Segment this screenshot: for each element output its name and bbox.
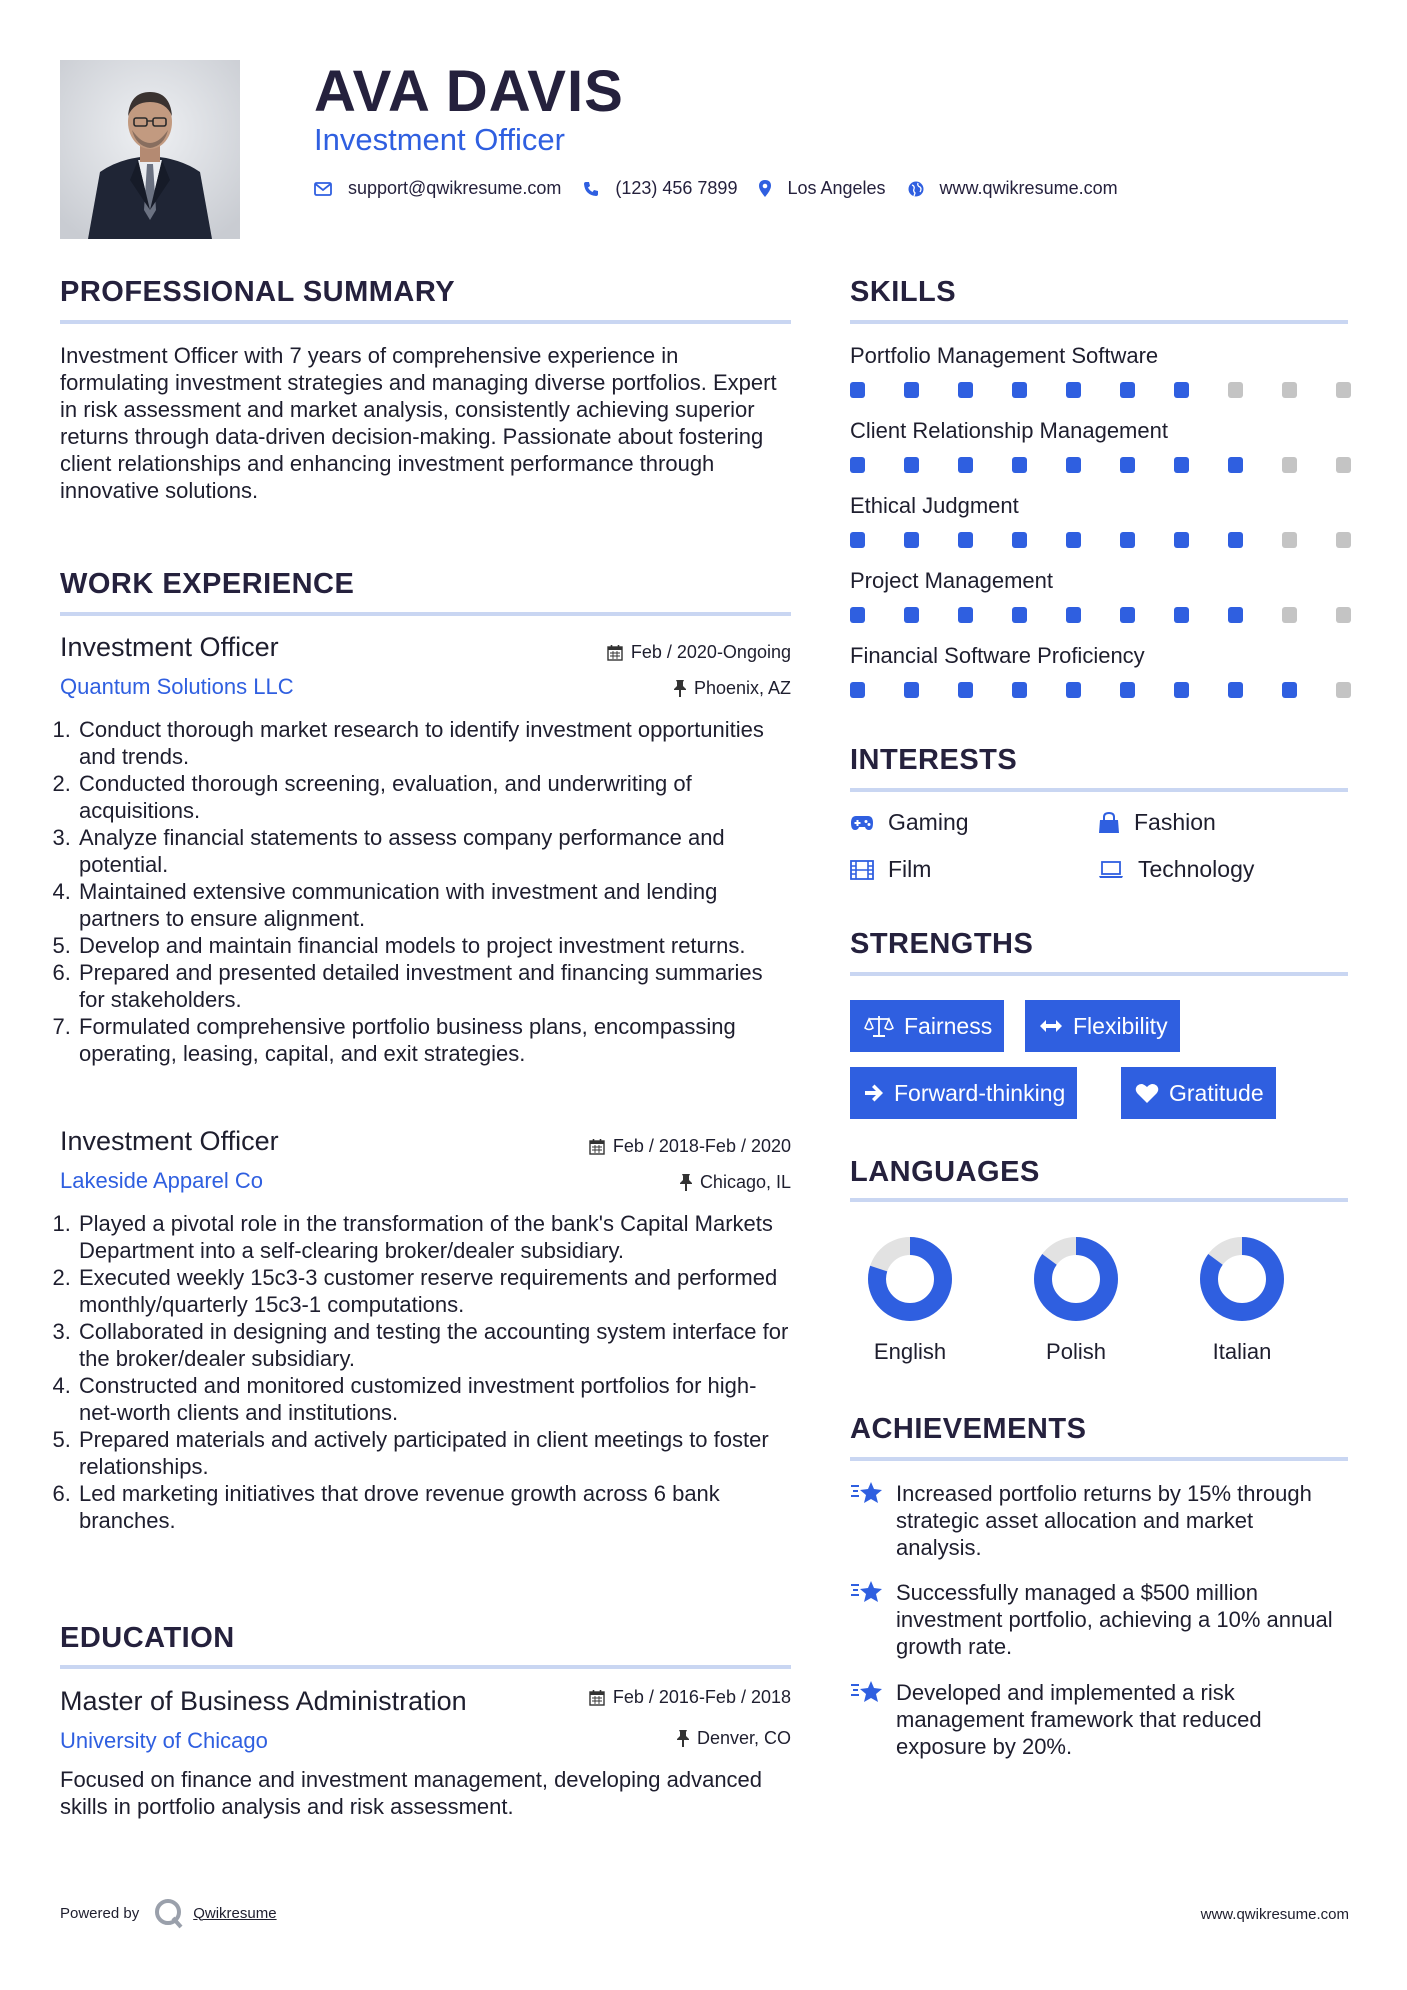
job-2-duty: 3. Collaborated in designing and testing the accounting system interface for the broker/dealer subsidiary. xyxy=(77,1318,791,1372)
footer-powered-by xyxy=(60,1896,277,1930)
candidate-name: AVA DAVIS xyxy=(314,59,624,124)
education-description: Focused on finance and investment management, developing advanced skills in portfolio analysis and risk assessment. xyxy=(60,1767,763,1819)
education-rule xyxy=(60,1665,791,1669)
skill-name: Financial Software Proficiency xyxy=(850,643,1145,668)
interest-label: Technology xyxy=(1138,856,1255,882)
education-heading: EDUCATION xyxy=(60,1622,235,1654)
job-1-company: Quantum Solutions LLC xyxy=(60,674,294,699)
contact-phone-text: (123) 456 7899 xyxy=(615,178,738,198)
strength-fairness xyxy=(850,1000,1004,1052)
heart-icon xyxy=(1135,1083,1159,1104)
experience-rule xyxy=(60,612,791,616)
interest-film xyxy=(850,856,931,883)
envelope-icon xyxy=(314,182,332,196)
skill-dot-filled xyxy=(904,382,919,398)
skill-rating xyxy=(850,457,1351,473)
language-italian xyxy=(1182,1236,1302,1365)
job-1-duties xyxy=(60,716,791,1067)
language-label: Polish xyxy=(1046,1339,1106,1364)
interest-label: Film xyxy=(888,856,932,882)
skill-dot-filled xyxy=(850,382,865,398)
achievement-text: Successfully managed a $500 million investment portfolio, achieving a 10% annual growth rate. xyxy=(896,1580,1333,1659)
skill-name: Client Relationship Management xyxy=(850,418,1168,443)
footer-website[interactable]: www.qwikresume.com xyxy=(1200,1906,1349,1923)
pushpin-icon xyxy=(677,1730,689,1747)
skill-dot-empty xyxy=(1282,382,1297,398)
skill-dot-filled xyxy=(958,607,973,623)
summary-text: Investment Officer with 7 years of comprehensive experience in formulating investment strategies and managing diverse portfolios. Expert in risk assessment and market analysis, consistently achieving superior returns through data-driven decision-making. Passionate about fostering client relationships and enhancing investment performance through innovative solutions. xyxy=(60,343,777,503)
phone-icon xyxy=(583,181,599,197)
strength-forward-thinking xyxy=(850,1067,1077,1119)
strength-label: Forward-thinking xyxy=(894,1079,1066,1106)
strength-gratitude xyxy=(1121,1067,1276,1119)
job-1-location xyxy=(674,678,791,699)
skill-dot-filled xyxy=(1174,382,1189,398)
shopping-bag-icon xyxy=(1098,812,1120,834)
skill-dot-filled xyxy=(1228,682,1243,698)
skill-dot-filled xyxy=(850,532,865,548)
skill-dot-empty xyxy=(1282,607,1297,623)
job-1-dates xyxy=(607,642,791,663)
skill-dot-empty xyxy=(1336,682,1351,698)
skill-dot-filled xyxy=(958,532,973,548)
skill-dot-empty xyxy=(1282,457,1297,473)
skill-dot-empty xyxy=(1282,532,1297,548)
job-1-duty: 7. Formulated comprehensive portfolio business plans, encompassing operating, leasing, capital, and exit strategies. xyxy=(77,1013,791,1067)
skill-dot-filled xyxy=(1174,682,1189,698)
skill-dot-filled xyxy=(1174,607,1189,623)
skill-dot-filled xyxy=(1120,607,1135,623)
skill-dot-filled xyxy=(904,457,919,473)
brand-link[interactable]: Qwikresume xyxy=(193,1904,277,1922)
interest-label: Fashion xyxy=(1134,809,1216,835)
calendar-icon xyxy=(589,1689,605,1706)
skill-dot-filled xyxy=(1174,532,1189,548)
interest-technology xyxy=(1098,856,1254,883)
skill-dot-filled xyxy=(850,607,865,623)
achievement-item xyxy=(850,1679,1340,1760)
shooting-star-icon xyxy=(850,1579,884,1605)
contact-location-text: Los Angeles xyxy=(787,178,886,198)
achievements-rule xyxy=(850,1457,1348,1461)
interest-gaming xyxy=(850,809,969,836)
contact-website-text: www.qwikresume.com xyxy=(939,178,1118,198)
strengths-heading: STRENGTHS xyxy=(850,928,1034,960)
education-dates-text: Feb / 2016-Feb / 2018 xyxy=(612,1687,791,1707)
skill-rating xyxy=(850,532,1351,548)
skill-dot-filled xyxy=(958,682,973,698)
skill-dot-filled xyxy=(904,607,919,623)
pushpin-icon xyxy=(674,680,686,697)
experience-heading: WORK EXPERIENCE xyxy=(60,568,355,600)
pushpin-icon xyxy=(680,1174,692,1191)
skill-dot-filled xyxy=(958,382,973,398)
strengths-rule xyxy=(850,972,1348,976)
achievement-text: Developed and implemented a risk management framework that reduced exposure by 20%. xyxy=(896,1680,1262,1759)
calendar-icon xyxy=(607,644,623,661)
powered-by-text: Powered by xyxy=(60,1904,140,1922)
skill-dot-filled xyxy=(1012,457,1027,473)
calendar-icon xyxy=(589,1138,605,1155)
languages-rule xyxy=(850,1198,1348,1202)
contact-location xyxy=(759,178,885,199)
achievement-item xyxy=(850,1480,1340,1561)
skill-name: Project Management xyxy=(850,568,1053,593)
skill-dot-filled xyxy=(1012,607,1027,623)
skill-dot-filled xyxy=(1120,532,1135,548)
skill-dot-filled xyxy=(1282,682,1297,698)
job-2-company: Lakeside Apparel Co xyxy=(60,1168,264,1193)
job-1-duty: 4. Maintained extensive communication with investment and lending partners to ensure alignment. xyxy=(77,878,791,932)
skill-dot-filled xyxy=(1066,457,1081,473)
arrows-horizontal-icon xyxy=(1039,1019,1063,1033)
strength-label: Fairness xyxy=(904,1012,993,1039)
skill-dot-filled xyxy=(904,682,919,698)
skill-dot-filled xyxy=(1066,382,1081,398)
shooting-star-icon xyxy=(850,1480,884,1506)
job-2-location xyxy=(680,1172,791,1193)
achievement-text: Increased portfolio returns by 15% through strategic asset allocation and market analysis. xyxy=(896,1481,1312,1560)
language-label: Italian xyxy=(1212,1339,1272,1364)
language-polish xyxy=(1016,1236,1136,1365)
skill-dot-filled xyxy=(904,532,919,548)
profile-photo xyxy=(60,60,240,239)
skill-dot-filled xyxy=(850,682,865,698)
language-english xyxy=(850,1236,970,1365)
language-label: English xyxy=(873,1339,947,1364)
skill-dot-filled xyxy=(1066,532,1081,548)
job-1-dates-text: Feb / 2020-Ongoing xyxy=(630,642,791,662)
balance-scale-icon xyxy=(864,1015,894,1037)
skills-rule xyxy=(850,320,1348,324)
map-pin-icon xyxy=(759,180,771,197)
job-2-location-text: Chicago, IL xyxy=(699,1172,791,1192)
candidate-role: Investment Officer xyxy=(314,122,565,157)
language-donut xyxy=(1033,1236,1119,1322)
languages-heading: LANGUAGES xyxy=(850,1156,1040,1188)
education-dates xyxy=(589,1687,791,1708)
education-location-text: Denver, CO xyxy=(696,1728,791,1748)
job-2-duty: 1. Played a pivotal role in the transformation of the bank's Capital Markets Department into a self-clearing broker/dealer subsidiary. xyxy=(77,1210,791,1264)
contact-website[interactable] xyxy=(908,178,1118,199)
skill-dot-filled xyxy=(1174,457,1189,473)
skill-dot-filled xyxy=(1228,532,1243,548)
skill-dot-empty xyxy=(1336,382,1351,398)
qwikresume-logo-icon xyxy=(151,1896,187,1930)
skill-dot-empty xyxy=(1336,457,1351,473)
summary-rule xyxy=(60,320,791,324)
skill-name: Ethical Judgment xyxy=(850,493,1019,518)
job-2-dates-text: Feb / 2018-Feb / 2020 xyxy=(612,1136,791,1156)
interests-heading: INTERESTS xyxy=(850,744,1018,776)
skill-name: Portfolio Management Software xyxy=(850,343,1159,368)
job-1-duty: 6. Prepared and presented detailed investment and financing summaries for stakeholders. xyxy=(77,959,791,1013)
skill-rating xyxy=(850,607,1351,623)
skill-dot-filled xyxy=(958,457,973,473)
skill-dot-filled xyxy=(1066,682,1081,698)
job-1-duty: 1. Conduct thorough market research to identify investment opportunities and trends. xyxy=(77,716,791,770)
language-donut xyxy=(1199,1236,1285,1322)
job-2-duty: 2. Executed weekly 15c3-3 customer reserve requirements and performed monthly/quarterly 15c3-1 computations. xyxy=(77,1264,791,1318)
skill-dot-filled xyxy=(1066,607,1081,623)
education-school: University of Chicago xyxy=(60,1728,268,1753)
interest-label: Gaming xyxy=(888,809,969,835)
summary-heading: PROFESSIONAL SUMMARY xyxy=(60,276,456,308)
skill-dot-empty xyxy=(1228,382,1243,398)
interest-fashion xyxy=(1098,809,1216,836)
skill-dot-filled xyxy=(1228,457,1243,473)
job-2-duty: 4. Constructed and monitored customized investment portfolios for high-net-worth clients and institutions. xyxy=(77,1372,791,1426)
contact-phone[interactable] xyxy=(583,178,737,199)
skill-dot-filled xyxy=(1012,532,1027,548)
job-1-location-text: Phoenix, AZ xyxy=(693,678,791,698)
job-2-duty: 5. Prepared materials and actively participated in client meetings to foster relationships. xyxy=(77,1426,791,1480)
laptop-icon xyxy=(1098,861,1124,879)
skill-dot-filled xyxy=(1012,682,1027,698)
skill-dot-filled xyxy=(1120,682,1135,698)
interests-rule xyxy=(850,788,1348,792)
job-1-duty: 2. Conducted thorough screening, evaluation, and underwriting of acquisitions. xyxy=(77,770,791,824)
skill-rating xyxy=(850,682,1351,698)
skills-heading: SKILLS xyxy=(850,276,957,308)
shooting-star-icon xyxy=(850,1679,884,1705)
film-icon xyxy=(850,860,874,880)
arrow-right-icon xyxy=(864,1084,884,1102)
job-2-duties xyxy=(60,1210,791,1534)
skill-dot-filled xyxy=(850,457,865,473)
skill-dot-empty xyxy=(1336,532,1351,548)
job-2-duty: 6. Led marketing initiatives that drove revenue growth across 6 bank branches. xyxy=(77,1480,791,1534)
strength-flexibility xyxy=(1025,1000,1180,1052)
skill-dot-filled xyxy=(1120,382,1135,398)
education-location xyxy=(677,1728,791,1749)
skill-dot-filled xyxy=(1228,607,1243,623)
job-2-title: Investment Officer xyxy=(60,1126,279,1156)
achievement-item xyxy=(850,1579,1340,1660)
strength-label: Flexibility xyxy=(1073,1012,1168,1039)
skill-dot-empty xyxy=(1336,607,1351,623)
job-1-title: Investment Officer xyxy=(60,632,279,662)
job-1-duty: 5. Develop and maintain financial models to project investment returns. xyxy=(77,932,791,959)
job-2-dates xyxy=(589,1136,791,1157)
globe-icon xyxy=(908,181,924,197)
language-donut xyxy=(867,1236,953,1322)
skill-dot-filled xyxy=(1012,382,1027,398)
skill-rating xyxy=(850,382,1351,398)
gamepad-icon xyxy=(850,815,874,831)
skill-dot-filled xyxy=(1120,457,1135,473)
achievements-heading: ACHIEVEMENTS xyxy=(850,1413,1087,1445)
contact-bar xyxy=(314,178,1140,199)
contact-email-text: support@qwikresume.com xyxy=(348,178,562,198)
strength-label: Gratitude xyxy=(1169,1079,1264,1106)
education-degree: Master of Business Administration xyxy=(60,1686,467,1716)
job-1-duty: 3. Analyze financial statements to assess company performance and potential. xyxy=(77,824,791,878)
contact-email[interactable] xyxy=(314,178,561,199)
